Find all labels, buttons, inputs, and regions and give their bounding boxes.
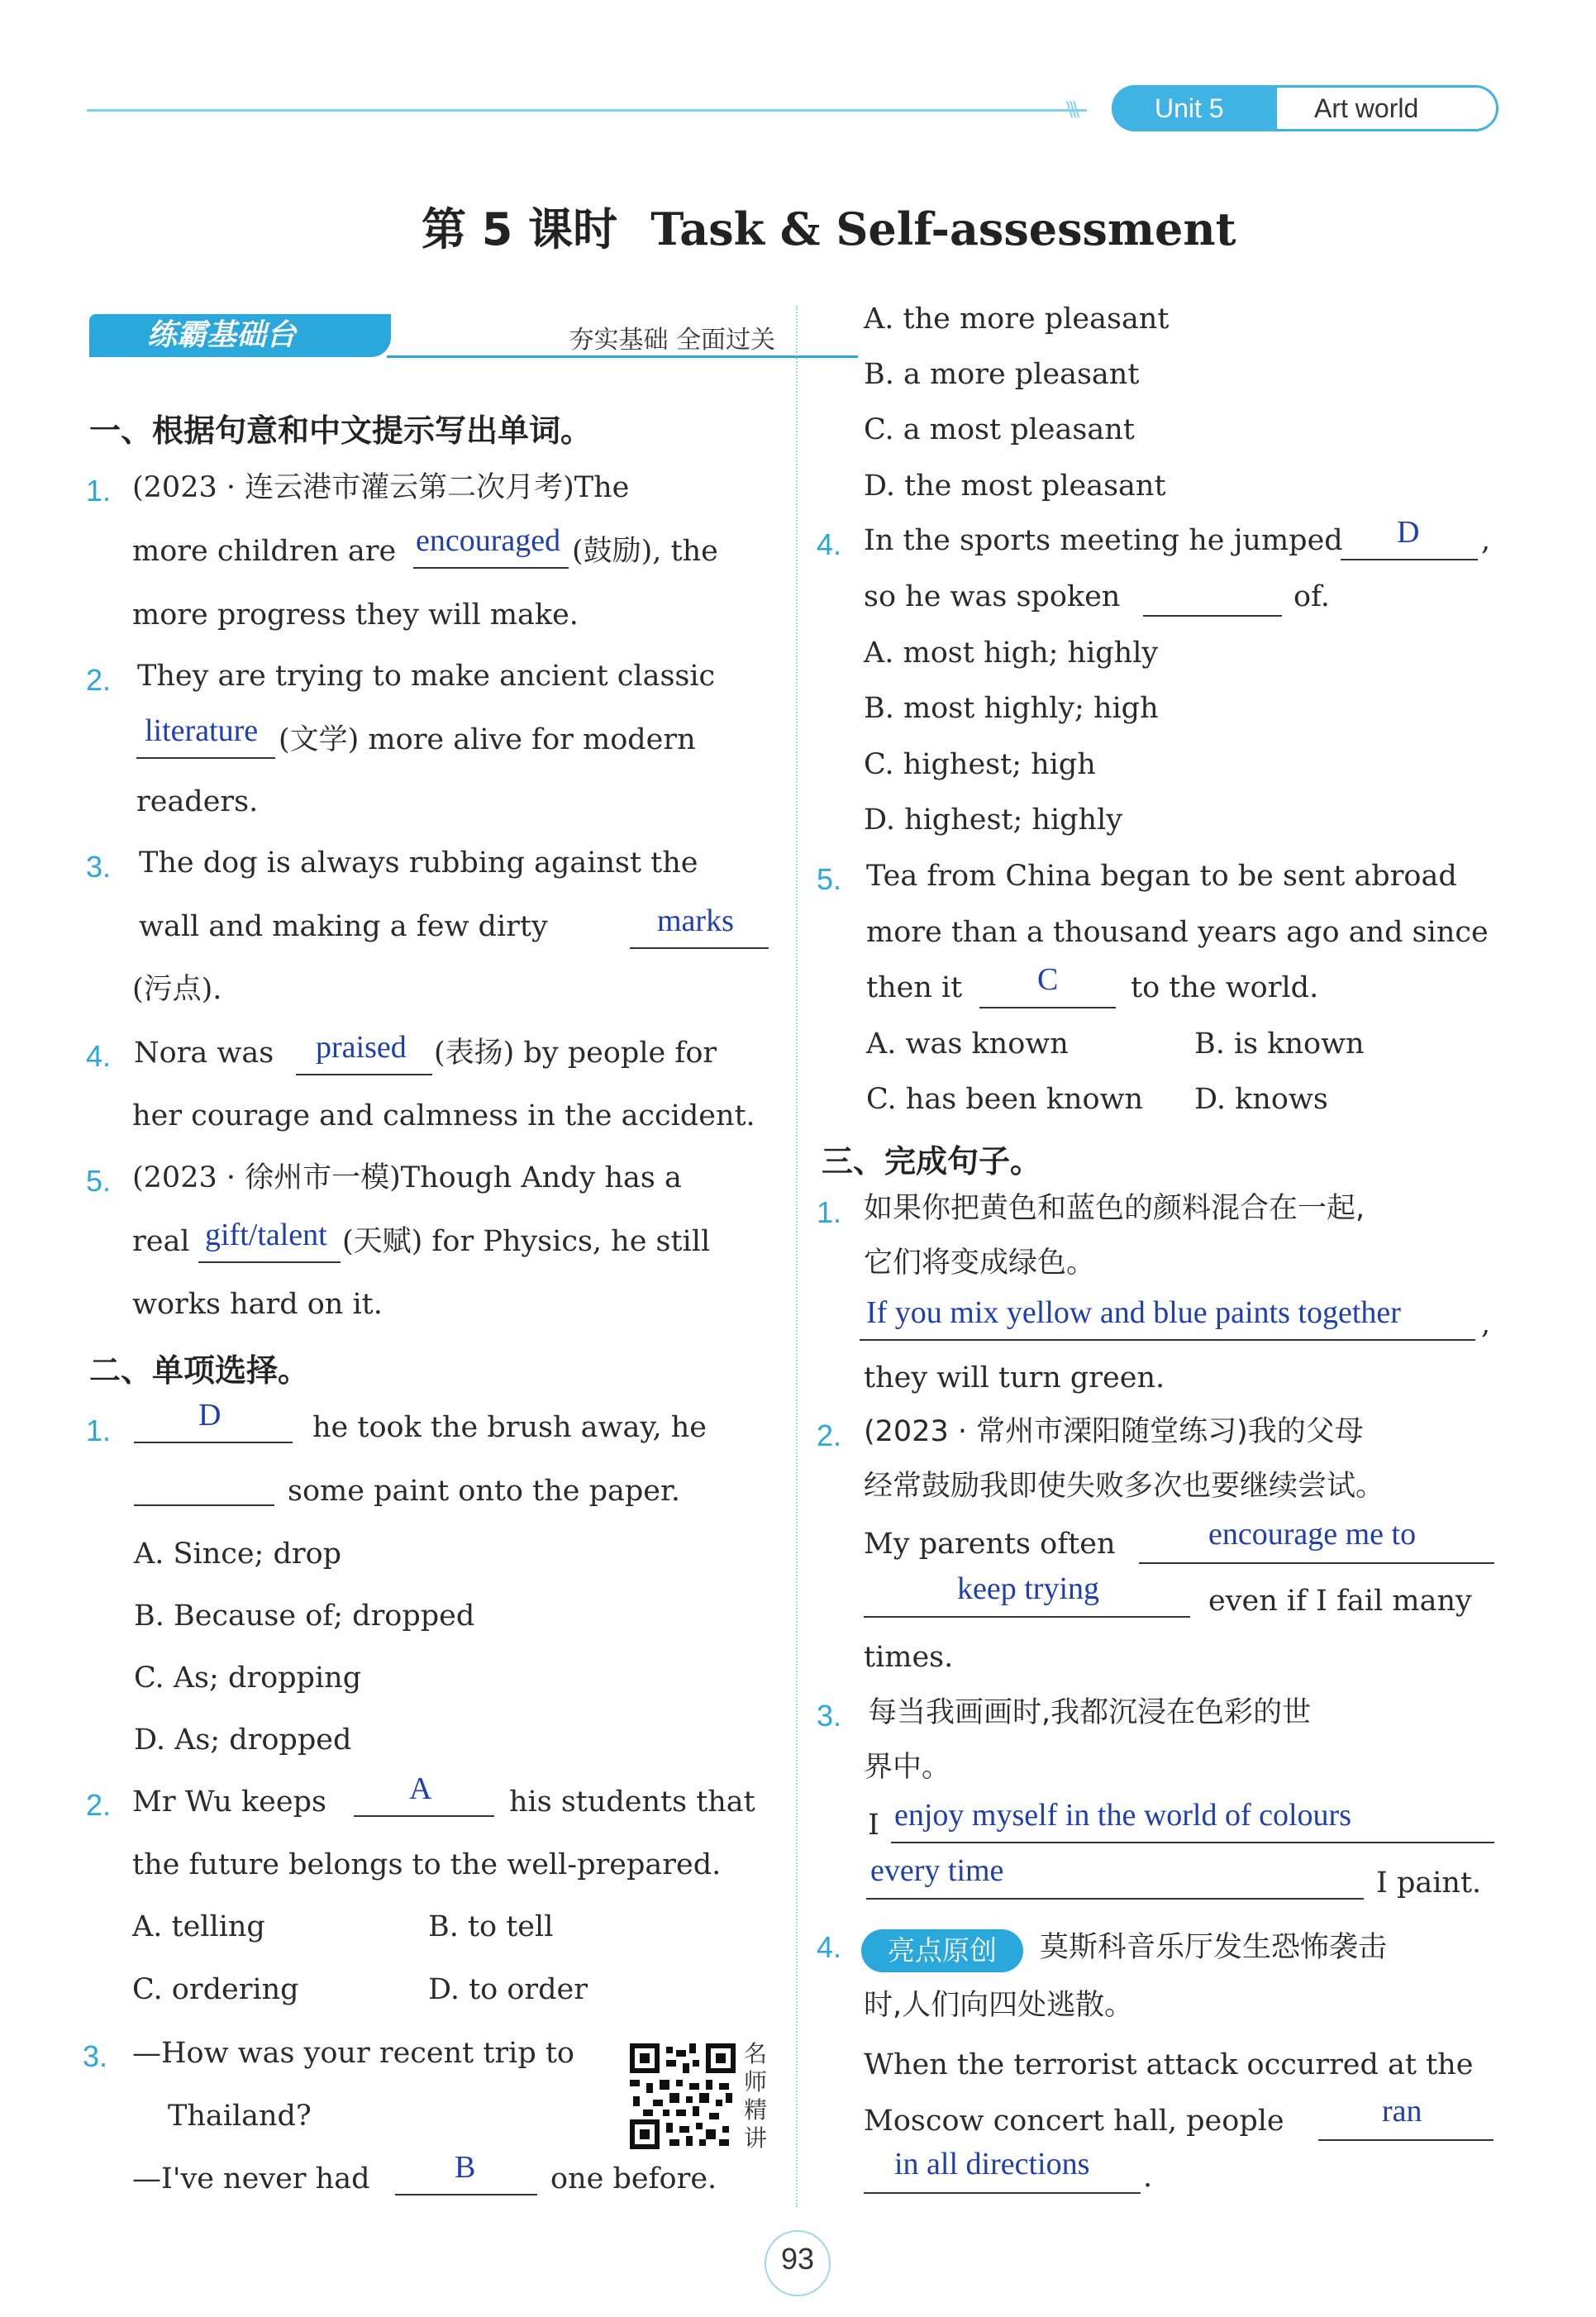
- qr-code-icon[interactable]: [626, 2040, 739, 2153]
- q-text: times.: [864, 1641, 954, 1674]
- section-heading-3: 三、完成句子。: [822, 1143, 1042, 1180]
- answer-blank: [866, 1898, 1364, 1900]
- option: C. highest; high: [864, 748, 1096, 781]
- option: D. knows: [1194, 1083, 1328, 1116]
- answer-blank: [134, 1504, 274, 1506]
- q-text: I: [868, 1809, 879, 1842]
- q-text: (2023 · 徐州市一模)Though Andy has a: [132, 1161, 682, 1194]
- answer: encouraged: [416, 523, 561, 558]
- option: C. As; dropping: [134, 1661, 362, 1695]
- unit-topic: Art world: [1314, 93, 1419, 123]
- header-rule: [87, 109, 1087, 112]
- answer-blank: [134, 1442, 293, 1443]
- answer-blank: [1139, 1562, 1494, 1564]
- q-number: 4.: [86, 1039, 112, 1073]
- banner-rule: [387, 355, 858, 358]
- q-text: (天赋) for Physics, he still: [342, 1225, 711, 1258]
- q-number: 3.: [86, 850, 112, 884]
- q-text: the future belongs to the well-prepared.: [132, 1848, 722, 1881]
- answer-blank: [1341, 559, 1478, 560]
- q-text: real: [132, 1225, 190, 1258]
- answer-blank: [354, 1815, 494, 1817]
- banner-subtitle: 夯实基础 全面过关: [569, 326, 775, 355]
- q-text: to the world.: [1131, 971, 1319, 1004]
- q-text: (2023 · 连云港市灌云第二次月考)The: [132, 471, 630, 504]
- q-text: ,: [1481, 524, 1491, 557]
- lesson-title: [422, 194, 1236, 258]
- q-text-cn: 如果你把黄色和蓝色的颜料混合在一起,: [864, 1192, 1365, 1225]
- option: B. to tell: [428, 1910, 554, 1943]
- option: C. a most pleasant: [864, 413, 1135, 446]
- q-text: even if I fail many: [1208, 1585, 1472, 1618]
- q-text: Thailand?: [168, 2100, 312, 2133]
- q-text: more children are: [132, 535, 397, 568]
- option: B. is known: [1194, 1027, 1365, 1061]
- answer-blank: [1143, 615, 1282, 617]
- column-divider: [796, 306, 798, 2207]
- q-text: (鼓励), the: [572, 535, 718, 568]
- q-text: her courage and calmness in the accident.: [132, 1099, 755, 1132]
- q-number: 2.: [817, 1418, 842, 1452]
- answer-blank: [864, 1616, 1190, 1618]
- option: D. highest; highly: [864, 803, 1123, 837]
- option: C. has been known: [866, 1083, 1144, 1116]
- qr-label-char: 精: [744, 2096, 768, 2124]
- q-text: of.: [1293, 580, 1330, 613]
- q-text: When the terrorist attack occurred at the: [864, 2048, 1474, 2081]
- q-number: 3.: [817, 1699, 842, 1733]
- q-text: works hard on it.: [132, 1288, 383, 1321]
- q-text: Moscow concert hall, people: [864, 2105, 1284, 2138]
- option: D. the most pleasant: [864, 470, 1166, 503]
- answer: gift/talent: [205, 1218, 327, 1252]
- q-text: —I've never had: [132, 2162, 370, 2195]
- original-badge: 亮点原创: [861, 1929, 1023, 1972]
- q-text: Nora was: [134, 1037, 274, 1070]
- answer-blank: [395, 2194, 537, 2195]
- unit-label: Unit 5: [1112, 85, 1277, 131]
- answer: If you mix yellow and blue paints together: [866, 1295, 1401, 1330]
- q-number: 1.: [86, 1414, 112, 1447]
- section-banner: [89, 314, 775, 362]
- q-text: more than a thousand years ago and since: [866, 916, 1489, 949]
- q-number: 2.: [86, 663, 112, 697]
- option: A. the more pleasant: [864, 303, 1170, 336]
- option: B. Because of; dropped: [134, 1599, 475, 1633]
- q-text: In the sports meeting he jumped: [864, 524, 1343, 557]
- q-text: My parents often: [864, 1528, 1116, 1561]
- q-text: ,: [1481, 1308, 1491, 1341]
- q-text: wall and making a few dirty: [139, 910, 548, 943]
- q-text: so he was spoken: [864, 580, 1121, 613]
- q-text: one before.: [550, 2162, 717, 2195]
- qr-label: [744, 2040, 770, 2153]
- qr-label-char: 讲: [744, 2124, 768, 2152]
- q-text: some paint onto the paper.: [288, 1475, 680, 1508]
- option: B. most highly; high: [864, 692, 1159, 725]
- answer: D: [1397, 515, 1420, 550]
- q-number: 5.: [86, 1164, 112, 1198]
- section-heading-2: 二、单项选择。: [89, 1352, 310, 1389]
- q-text: —How was your recent trip to: [132, 2037, 574, 2070]
- answer-blank: [198, 1261, 341, 1263]
- q-text-cn: 莫斯科音乐厅发生恐怖袭击: [1040, 1931, 1388, 1964]
- answer-blank: [413, 567, 569, 569]
- q-text: they will turn green.: [864, 1361, 1165, 1394]
- q-text-cn: 界中。: [864, 1751, 951, 1784]
- q-text: .: [1143, 2161, 1153, 2194]
- option: A. most high; highly: [864, 636, 1159, 670]
- option: D. to order: [428, 1973, 588, 2006]
- answer: D: [198, 1398, 222, 1433]
- answer: ran: [1382, 2094, 1422, 2129]
- answer-blank: [296, 1074, 432, 1075]
- q-text: Tea from China began to be sent abroad: [866, 860, 1457, 893]
- q-text: The dog is always rubbing against the: [139, 846, 698, 880]
- q-text: readers.: [136, 785, 259, 818]
- q-text: more progress they will make.: [132, 598, 579, 632]
- option: A. Since; drop: [134, 1538, 342, 1571]
- banner-title: 练霸基础台: [89, 314, 391, 357]
- q-number: 1.: [817, 1195, 842, 1229]
- qr-label-char: 师: [744, 2068, 768, 2095]
- q-text: his students that: [509, 1785, 755, 1819]
- q-number: 3.: [83, 2039, 108, 2073]
- answer: every time: [870, 1853, 1004, 1888]
- section-heading-1: 一、根据句意和中文提示写出单词。: [89, 412, 593, 449]
- q-text: (表扬) by people for: [434, 1037, 717, 1070]
- q-text: he took the brush away, he: [312, 1411, 707, 1444]
- q-text-cn: 每当我画画时,我都沉浸在色彩的世: [868, 1696, 1312, 1729]
- q-text: I paint.: [1376, 1866, 1482, 1900]
- q-text: They are trying to make ancient classic: [137, 660, 716, 693]
- q-text-cn: (2023 · 常州市溧阳随堂练习)我的父母: [864, 1415, 1364, 1448]
- option: B. a more pleasant: [864, 358, 1140, 391]
- q-text: (污点).: [132, 973, 222, 1006]
- q-text: (文学) more alive for modern: [279, 723, 696, 756]
- answer: literature: [145, 713, 259, 748]
- lesson-name: Task & Self-assessment: [650, 203, 1236, 255]
- answer: keep trying: [957, 1571, 1100, 1606]
- page-number: 93: [780, 2242, 815, 2276]
- q-number: 2.: [86, 1788, 112, 1822]
- option: C. ordering: [132, 1973, 299, 2006]
- q-number: 1.: [86, 474, 112, 508]
- answer: marks: [657, 903, 734, 938]
- answer: encourage me to: [1208, 1517, 1417, 1552]
- answer: in all directions: [894, 2147, 1090, 2181]
- q-text-cn: 时,人们向四处逃散。: [864, 1989, 1134, 2022]
- answer-blank: [630, 947, 769, 949]
- answer: enjoy myself in the world of colours: [894, 1798, 1352, 1833]
- option: D. As; dropped: [134, 1723, 352, 1757]
- answer-blank: [860, 1339, 1475, 1341]
- answer-blank: [891, 1842, 1494, 1843]
- qr-label-char: 名: [744, 2040, 768, 2067]
- q-text: Mr Wu keeps: [132, 1785, 326, 1819]
- answer: praised: [316, 1030, 407, 1065]
- q-number: 4.: [817, 1930, 842, 1964]
- header-ticks: \\\: [1066, 98, 1077, 121]
- lesson-number: 第 5 课时: [422, 203, 618, 255]
- answer: C: [1037, 962, 1059, 997]
- q-number: 5.: [817, 862, 842, 896]
- answer-blank: [864, 2192, 1141, 2194]
- option: A. was known: [866, 1027, 1069, 1061]
- answer-blank: [1318, 2139, 1494, 2141]
- q-text-cn: 经常鼓励我即使失败多次也要继续尝试。: [864, 1470, 1385, 1503]
- option: A. telling: [132, 1910, 265, 1943]
- q-number: 4.: [817, 527, 842, 561]
- answer-blank: [979, 1007, 1116, 1008]
- q-text-cn: 它们将变成绿色。: [864, 1247, 1096, 1280]
- answer-blank: [136, 757, 275, 759]
- q-text: then it: [866, 971, 963, 1004]
- answer: A: [409, 1771, 432, 1806]
- answer: B: [455, 2150, 476, 2185]
